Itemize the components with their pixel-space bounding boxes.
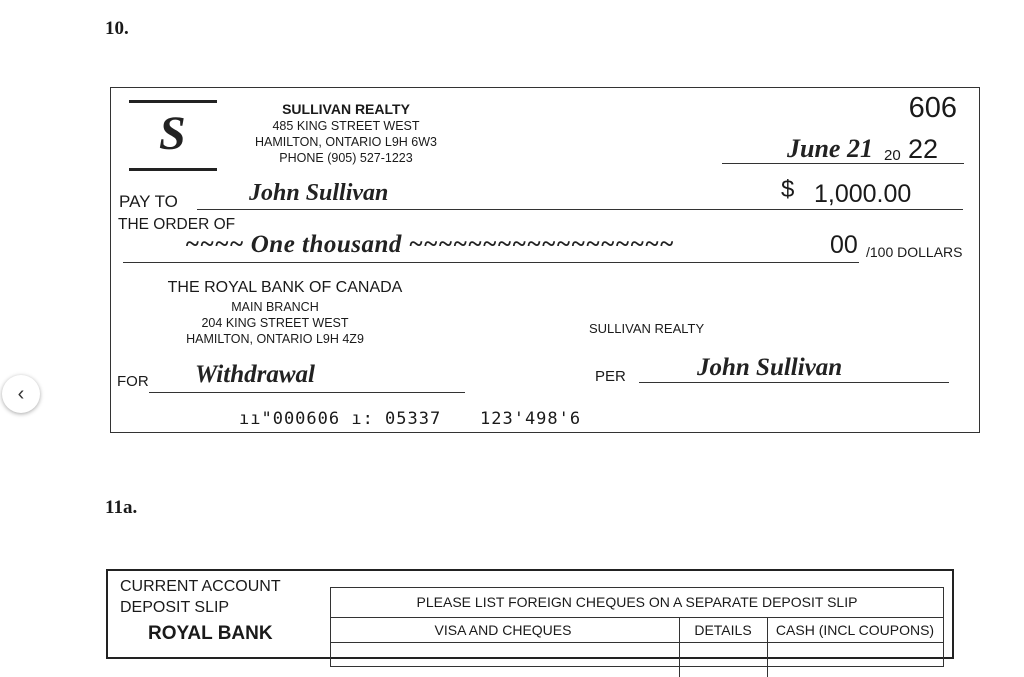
section-10-label: 10. bbox=[105, 18, 129, 39]
slip-header-divider bbox=[331, 642, 943, 643]
dollar-sign: $ bbox=[781, 176, 795, 203]
bank-address-line1: 204 KING STREET WEST bbox=[201, 316, 349, 330]
slip-col-cash: CASH (INCL COUPONS) bbox=[775, 622, 935, 638]
slip-notice: PLEASE LIST FOREIGN CHEQUES ON A SEPARATE DEPOSIT SLIP bbox=[416, 594, 858, 610]
section-11a-label: 11a. bbox=[105, 497, 138, 518]
chevron-left-icon: ‹ bbox=[17, 382, 25, 405]
company-name: SULLIVAN REALTY bbox=[282, 101, 410, 117]
slip-col-visa-cheques: VISA AND CHEQUES bbox=[434, 622, 572, 638]
deposit-slip bbox=[106, 569, 954, 659]
micr-cheque-transit: ıı"000606 ı: 05337 bbox=[239, 409, 442, 429]
slip-col-details: DETAILS bbox=[694, 622, 752, 638]
signer-company: SULLIVAN REALTY bbox=[589, 321, 705, 336]
bank-address-line2: HAMILTON, ONTARIO L9H 4Z9 bbox=[186, 332, 364, 346]
slip-notice-divider bbox=[331, 617, 943, 618]
company-address-line2: HAMILTON, ONTARIO L9H 6W3 bbox=[255, 135, 437, 149]
previous-page-button[interactable] bbox=[2, 375, 40, 413]
bank-name: THE ROYAL BANK OF CANADA bbox=[167, 279, 403, 296]
bank-branch: MAIN BRANCH bbox=[231, 300, 319, 314]
logo-bottom-bar bbox=[129, 168, 217, 171]
date-line bbox=[722, 163, 964, 164]
micr-account-number: 123'498'6 bbox=[480, 409, 582, 429]
pay-to-label: PAY TO bbox=[119, 192, 178, 211]
payee-handwritten: John Sullivan bbox=[249, 180, 389, 206]
cheque-number: 606 bbox=[908, 92, 957, 124]
cents-handwritten: 00 bbox=[830, 231, 858, 259]
date-handwritten: June 21 bbox=[787, 134, 873, 163]
slip-bank-name: ROYAL BANK bbox=[148, 623, 273, 644]
per-label: PER bbox=[595, 368, 626, 385]
amount-words-line bbox=[123, 262, 859, 263]
memo-line bbox=[149, 392, 465, 393]
amount-in-words: ~~~~ One thousand ~~~~~~~~~~~~~~~~~~ bbox=[185, 231, 675, 258]
company-phone: PHONE (905) 527-1223 bbox=[279, 151, 413, 165]
cheque bbox=[110, 87, 980, 433]
cents-suffix-label: /100 DOLLARS bbox=[866, 244, 963, 260]
slip-title-line1: CURRENT ACCOUNT bbox=[120, 578, 281, 595]
memo-handwritten: Withdrawal bbox=[195, 361, 315, 388]
for-label: FOR bbox=[117, 373, 149, 390]
logo-top-bar bbox=[129, 100, 217, 103]
slip-title-line2: DEPOSIT SLIP bbox=[120, 599, 230, 616]
signature-line bbox=[639, 382, 949, 383]
payee-line bbox=[197, 209, 963, 210]
year-prefix: 20 bbox=[884, 147, 901, 164]
year-handwritten: 22 bbox=[908, 134, 939, 164]
signature-handwritten: John Sullivan bbox=[697, 354, 843, 381]
amount-numeric: 1,000.00 bbox=[814, 180, 912, 208]
order-of-label: THE ORDER OF bbox=[118, 216, 236, 233]
company-logo: S bbox=[159, 107, 186, 160]
company-address-line1: 485 KING STREET WEST bbox=[272, 119, 420, 133]
slip-table bbox=[330, 587, 944, 667]
